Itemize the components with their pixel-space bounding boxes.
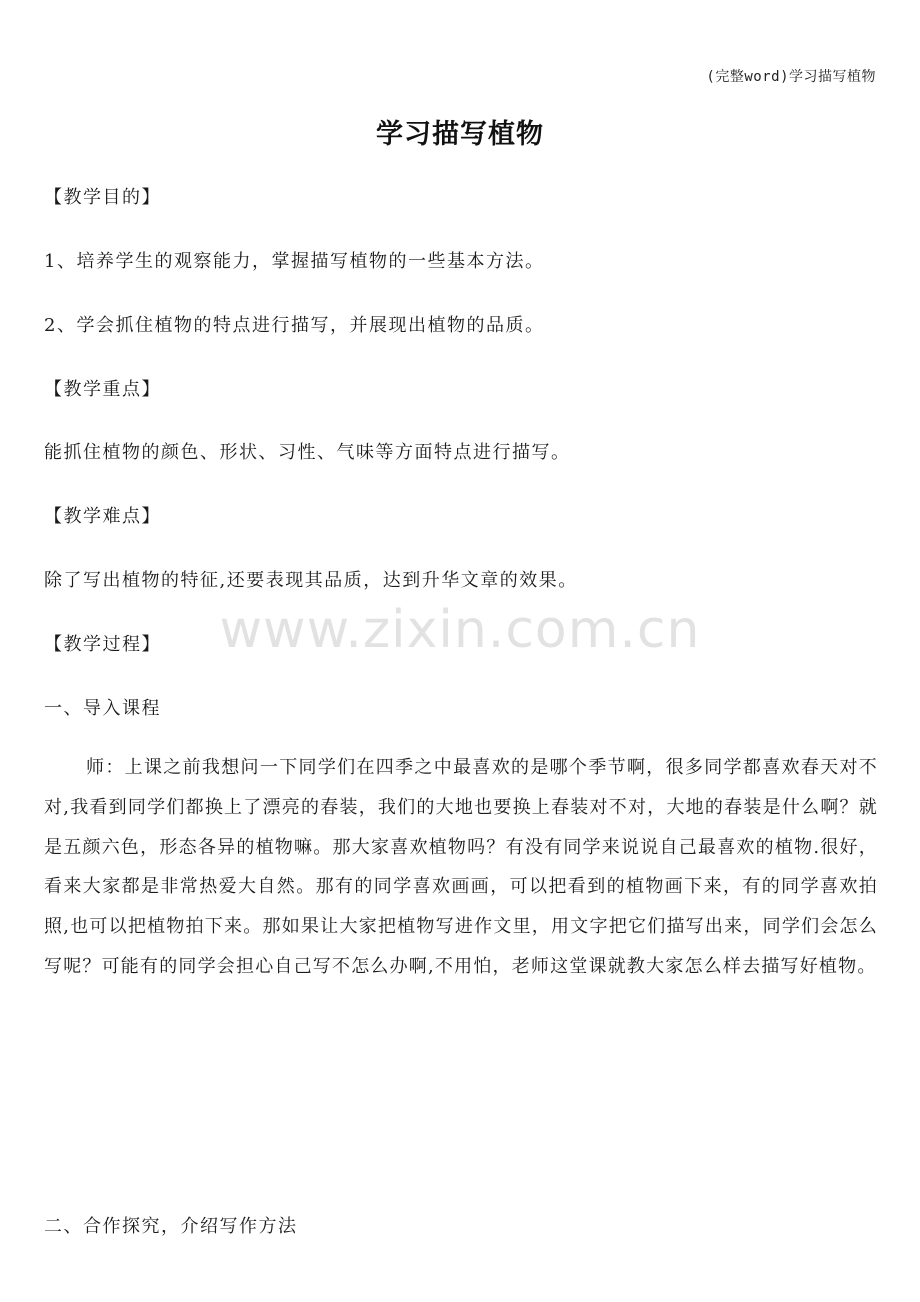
key-points-heading: 【教学重点】 [44,379,161,400]
objective-item-2: 2、学会抓住植物的特点进行描写，并展现出植物的品质。 [44,315,545,336]
process-heading: 【教学过程】 [44,634,161,655]
objective-item-1: 1、培养学生的观察能力，掌握描写植物的一些基本方法。 [44,251,545,272]
difficulties-heading: 【教学难点】 [44,506,161,527]
step-1-paragraph: 师：上课之前我想问一下同学们在四季之中最喜欢的是哪个季节啊，很多同学都喜欢春天对不对,我看到同学们都换上了漂亮的春装，我们的大地也要换上春装对不对，大地的春装是什么啊？就是五颜六色，形态各异的植物嘛。那大家喜欢植物吗？有没有同学来说说自己最喜欢的植物.很好，看来大家都是非常热爱大自然。那有的同学喜欢画画，可以把看到的植物画下来，有的同学喜欢拍照,也可以把植物拍下来。那如果让大家把植物写进作文里，用文字把它们描写出来，同学们会怎么写呢？可能有的同学会担心自己写不怎么办啊,不用怕，老师这堂课就教大家怎么样去描写好植物。 [44,757,878,977]
step-1-heading: 一、导入课程 [44,698,161,719]
document-title: 学习描写植物 [376,119,544,150]
watermark: www.zixin.com.cn [219,600,701,660]
difficulties-text: 除了写出植物的特征,还要表现其品质，达到升华文章的效果。 [44,570,578,591]
objectives-heading: 【教学目的】 [44,187,161,208]
key-points-text: 能抓住植物的颜色、形状、习性、气味等方面特点进行描写。 [44,442,571,463]
step-2-heading: 二、合作探究，介绍写作方法 [44,1216,298,1237]
running-header: (完整word)学习描写植物 [706,69,876,85]
